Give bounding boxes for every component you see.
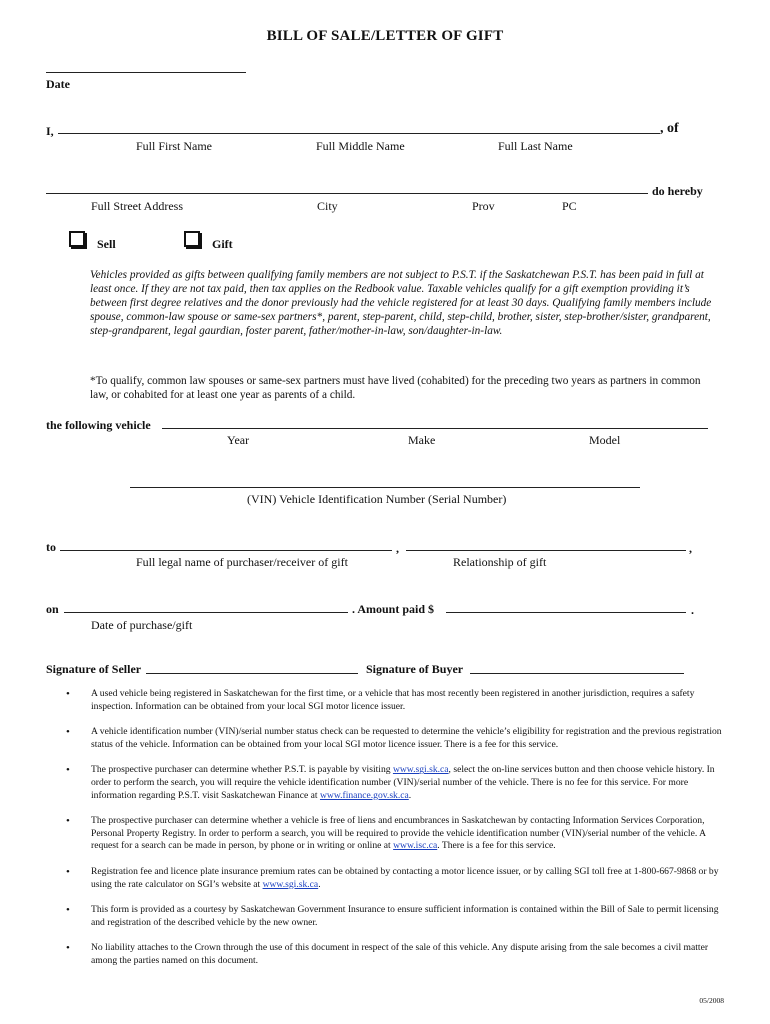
sell-checkbox[interactable] bbox=[69, 231, 85, 247]
isc-link[interactable]: www.isc.ca bbox=[393, 840, 438, 852]
document-title: BILL OF SALE/LETTER OF GIFT bbox=[266, 28, 504, 44]
buyer-end-comma: , bbox=[689, 541, 692, 555]
city-label: City bbox=[317, 199, 338, 213]
pc-label: PC bbox=[562, 199, 577, 213]
bullet-icon: • bbox=[66, 688, 70, 700]
buyer-name-label: Full legal name of purchaser/receiver of gift bbox=[136, 555, 348, 569]
seller-signature-field[interactable] bbox=[146, 673, 358, 674]
seller-prefix: I, bbox=[46, 124, 54, 138]
amount-label: . Amount paid $ bbox=[352, 602, 435, 616]
finance-link[interactable]: www.finance.gov.sk.ca bbox=[319, 789, 409, 801]
note-item: • A used vehicle being registered in Saskatchewan for the first time, or a vehicle that has most recently been registered in another jurisdiction, requires a safety inspection. Information can be obtained from your local SGI motor licence issuer. bbox=[66, 688, 695, 712]
vehicle-field[interactable] bbox=[162, 428, 708, 429]
amount-field[interactable] bbox=[446, 612, 686, 613]
address-suffix: do hereby bbox=[652, 184, 703, 198]
payment-prefix: on bbox=[46, 602, 59, 616]
relationship-label: Relationship of gift bbox=[453, 555, 547, 569]
bullet-icon: • bbox=[66, 865, 70, 878]
seller-name-field[interactable] bbox=[58, 133, 660, 134]
buyer-comma: , bbox=[396, 541, 399, 555]
note-item: • The prospective purchaser can determine whether P.S.T. is payable by visiting www.sgi.sk.ca, select the on-line services button and then choose vehicle history. In order to perform the search, you will require the vehicle identification number (VIN)/serial number of the vehicle. There is no fee for this service. For more information regarding P.S.T. visit Saskatchewan Finance at www.finance.gov.sk.ca. bbox=[66, 764, 715, 801]
note-item: • This form is provided as a courtesy by Saskatchewan Government Insurance to ensure sufficient information is contained within the Bill of Sale to permit licensing and registration of the described vehicle by the new owner. bbox=[66, 904, 719, 928]
sgi-rate-link[interactable]: www.sgi.sk.ca bbox=[262, 878, 319, 890]
bullet-icon: • bbox=[66, 904, 70, 917]
bullet-icon: • bbox=[66, 764, 70, 777]
bullet-icon: • bbox=[66, 942, 70, 955]
first-name-label: Full First Name bbox=[136, 139, 213, 153]
buyer-signature-label: Signature of Buyer bbox=[366, 662, 464, 676]
form-revision-date: 05/2008 bbox=[699, 996, 724, 1005]
note-item: • No liability attaches to the Crown through the use of this document in respect of the sale of this vehicle. Any dispute arising from the sale becomes a civil matter among the parties named on this document. bbox=[66, 942, 709, 966]
middle-name-label: Full Middle Name bbox=[316, 139, 405, 153]
vehicle-label: the following vehicle bbox=[46, 418, 151, 432]
amount-period: . bbox=[691, 603, 694, 617]
buyer-signature-field[interactable] bbox=[470, 673, 684, 674]
buyer-name-field[interactable] bbox=[60, 550, 392, 551]
prov-label: Prov bbox=[472, 199, 495, 213]
bullet-icon: • bbox=[66, 726, 70, 739]
street-label: Full Street Address bbox=[91, 199, 183, 213]
note-item: • A vehicle identification number (VIN)/serial number status check can be requested to determine the vehicle’s eligibility for registration and the previous registration status of the vehicle. Information can be obtained from your local SGI motor licence issuer. There is a fee for this service. bbox=[66, 726, 722, 750]
gift-exemption-note: Vehicles provided as gifts between qualifying family members are not subject to P.S.T. if the Saskatchewan P.S.T. has been paid in full at least once. If they are not tax paid, then tax applies on the Redbook value. Taxable vehicles qualify for a gift exemption providing it’s between first degree relatives and the donor previously had the vehicle registered for at least 30 days. Qualifying family members include spouse, common-law spouse or same-sex partners*, parent, step-parent, child, step-child, brother, sister, step-brother/sister, grandparent, step-grandparent, legal gaurdian, foster parent, father/mother-in-law, son/daughter-in-law. bbox=[90, 269, 712, 338]
bullet-icon: • bbox=[66, 815, 70, 828]
gift-label: Gift bbox=[212, 237, 233, 251]
sell-label: Sell bbox=[97, 237, 116, 251]
purchase-date-label: Date of purchase/gift bbox=[91, 618, 193, 632]
seller-suffix: , of bbox=[660, 121, 679, 136]
address-field[interactable] bbox=[46, 193, 648, 194]
last-name-label: Full Last Name bbox=[498, 139, 573, 153]
information-notes bbox=[64, 688, 726, 981]
note-item: • Registration fee and licence plate insurance premium rates can be obtained by contacting a motor licence issuer, or by calling SGI toll free at 1-800-667-9868 or by using the rate calculator on SGI’s website at www.sgi.sk.ca. bbox=[66, 865, 719, 890]
vin-field[interactable] bbox=[130, 487, 640, 488]
relationship-field[interactable] bbox=[406, 550, 686, 551]
purchase-date-field[interactable] bbox=[64, 612, 348, 613]
partner-note: *To qualify, common law spouses or same-sex partners must have lived (cohabited) for the preceding two years as partners in common law, or cohabited for at least one year as parents of a child. bbox=[90, 375, 701, 402]
date-field[interactable] bbox=[46, 72, 246, 73]
sgi-link[interactable]: www.sgi.sk.ca bbox=[392, 764, 449, 776]
seller-signature-label: Signature of Seller bbox=[46, 662, 142, 676]
date-label: Date bbox=[46, 77, 70, 91]
vin-label: (VIN) Vehicle Identification Number (Serial Number) bbox=[247, 492, 507, 506]
buyer-prefix: to bbox=[46, 540, 56, 554]
model-label: Model bbox=[589, 433, 621, 447]
year-label: Year bbox=[227, 433, 250, 447]
make-label: Make bbox=[408, 433, 436, 447]
note-item: • The prospective purchaser can determine whether a vehicle is free of liens and encumbrances in Saskatchewan by contacting Information Services Corporation, Personal Property Registry. In order to perform a search, you will be required to provide the vehicle identification number (VIN)/serial number of the vehicle. A request for a search can be made in person, by phone or in writing or online at www.isc.ca. There is a fee for this service. bbox=[66, 815, 706, 852]
gift-checkbox[interactable] bbox=[184, 231, 200, 247]
